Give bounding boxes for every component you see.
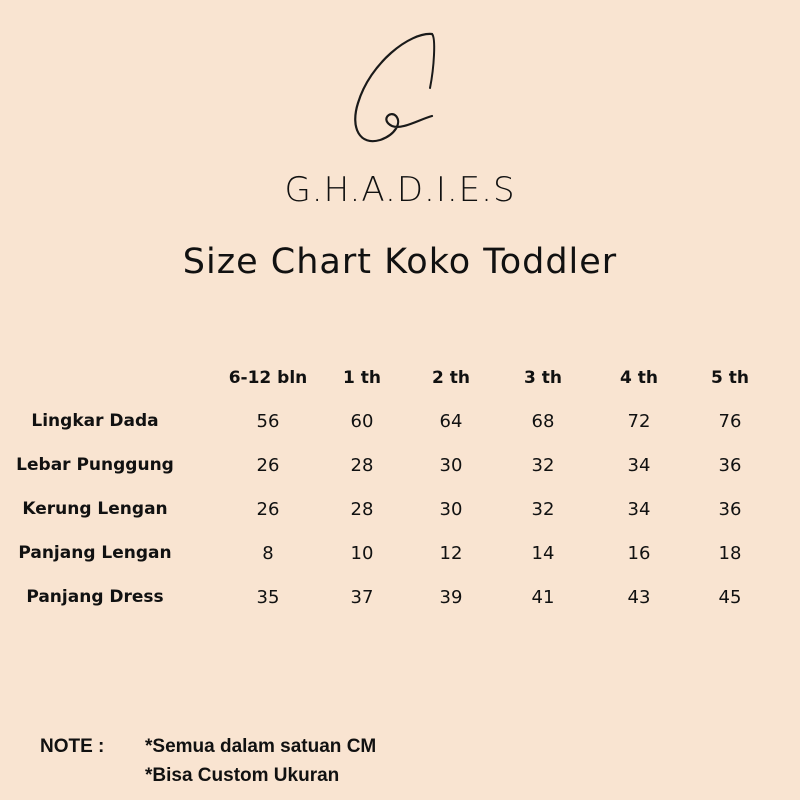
table-cell: 12 [439,543,463,564]
table-cell: 14 [531,543,555,564]
table-cell: 35 [256,587,280,608]
table-cell: 10 [350,543,374,564]
table-cell: 34 [627,499,651,520]
table-cell: 76 [718,411,742,432]
table-cell: 64 [439,411,463,432]
page-title: Size Chart Koko Toddler [182,242,618,282]
table-cell: 28 [350,455,374,476]
table-cell: 68 [531,411,555,432]
table-cell: 30 [439,455,463,476]
table-cell: 56 [256,411,280,432]
row-label: Panjang Lengan [18,543,172,563]
table-cell: 34 [627,455,651,476]
table-cell: 32 [531,455,555,476]
table-cell: 18 [718,543,742,564]
table-cell: 37 [350,587,374,608]
column-header: 1 th [343,368,381,388]
table-cell: 43 [627,587,651,608]
row-label: Lingkar Dada [31,411,159,431]
table-cell: 28 [350,499,374,520]
table-cell: 41 [531,587,555,608]
note-line: *Bisa Custom Ukuran [145,765,340,786]
column-header: 4 th [620,368,658,388]
brand-name: G.H.A.D.I.E.S [284,170,516,210]
table-cell: 30 [439,499,463,520]
table-cell: 8 [262,543,274,564]
table-cell: 60 [350,411,374,432]
row-label: Panjang Dress [26,587,164,607]
table-cell: 36 [718,455,742,476]
column-header: 2 th [432,368,470,388]
table-cell: 45 [718,587,742,608]
column-header: 3 th [524,368,562,388]
table-cell: 39 [439,587,463,608]
table-cell: 26 [256,455,280,476]
note-line: *Semua dalam satuan CM [145,736,377,757]
note-label: NOTE : [40,736,105,757]
row-label: Kerung Lengan [22,499,168,519]
table-cell: 26 [256,499,280,520]
column-header: 5 th [711,368,749,388]
table-cell: 32 [531,499,555,520]
row-label: Lebar Punggung [16,455,174,475]
column-header: 6-12 bln [228,368,308,388]
table-cell: 72 [627,411,651,432]
table-cell: 36 [718,499,742,520]
table-cell: 16 [627,543,651,564]
